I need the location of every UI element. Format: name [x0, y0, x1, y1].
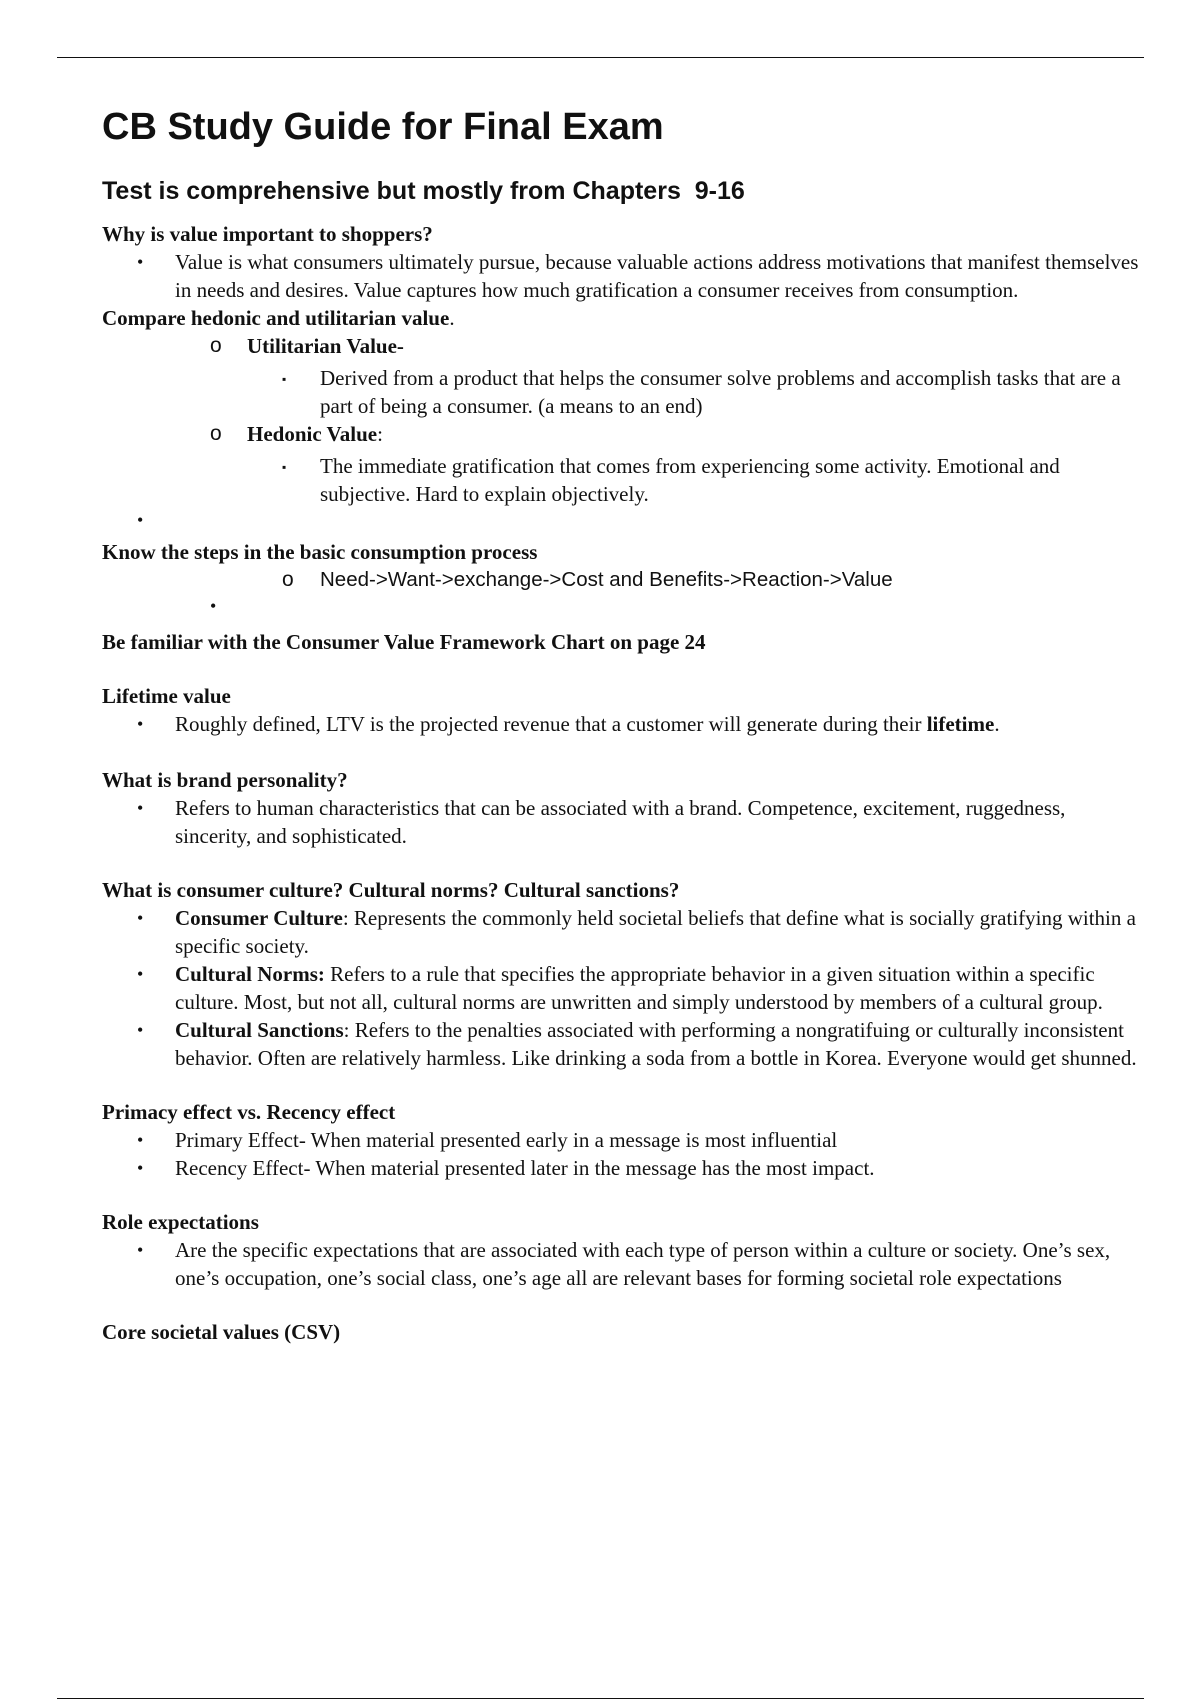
list-item — [102, 794, 1142, 850]
document-title: CB Study Guide for Final Exam — [102, 106, 664, 148]
bullet-disc-icon: • — [137, 964, 144, 984]
bottom-rule — [57, 1698, 1144, 1699]
list-item: • Roughly defined, LTV is the projected revenue that a customer will generate during their lifetime. — [137, 712, 1000, 736]
list-item — [102, 1236, 1142, 1292]
bullet-circle-icon: o — [282, 568, 294, 591]
list-item: o Hedonic Value: — [210, 422, 383, 446]
document-subtitle: Test is comprehensive but mostly from Chapters 9-16 — [102, 177, 745, 205]
bullet-disc-icon: • — [137, 252, 144, 272]
section-value — [102, 220, 1142, 304]
utilitarian-label: Utilitarian Value- — [247, 334, 404, 358]
bullet-disc-icon: • — [137, 798, 144, 818]
utilitarian-text: Derived from a product that helps the consumer solve problems and accomplish tasks that are a part of being a consumer. (a means to an end) — [320, 366, 1121, 418]
bullet-disc-icon: • — [137, 1020, 144, 1040]
list-item — [102, 364, 1142, 420]
question-framework: Be familiar with the Consumer Value Framework Chart on page 24 — [102, 630, 706, 654]
list-item — [102, 566, 1142, 594]
question-core-societal-values: Core societal values (CSV) — [102, 1320, 341, 1344]
bullet-disc-icon: • — [137, 1240, 144, 1260]
section-lifetime-value — [102, 682, 1142, 738]
list-item — [102, 248, 1142, 304]
bullet-circle-icon: o — [210, 334, 222, 357]
list-item: • Cultural Norms: Refers to a rule that specifies the appropriate behavior in a given situation within a specific culture. Most, but not all, cultural norms are unwritten and simply understood by members of a cultural group. — [137, 962, 1103, 1014]
bullet-circle-icon: o — [210, 422, 222, 445]
question-consumption-process: Know the steps in the basic consumption process — [102, 540, 538, 564]
bullet-square-icon: ▪ — [282, 460, 287, 474]
consumption-steps: Need->Want->exchange->Cost and Benefits->Reaction->Value — [320, 568, 893, 591]
top-rule — [57, 57, 1144, 58]
section-hedonic-utilitarian — [102, 304, 1142, 538]
bullet-disc-icon: • — [137, 908, 144, 928]
list-item: • Cultural Sanctions: Refers to the penalties associated with performing a nongratifuing or culturally inconsistent behavior. Often are relatively harmless. Like drinking a soda from a bottle in Korea. Everyone would get shunned. — [137, 1018, 1137, 1070]
empty-list-item — [102, 596, 1142, 624]
question-lifetime-value: Lifetime value — [102, 684, 231, 708]
list-item: • Recency Effect- When material presented later in the message has the most impact. — [137, 1156, 875, 1180]
question-primacy-recency: Primacy effect vs. Recency effect — [102, 1100, 396, 1124]
bullet-disc-icon: • — [210, 596, 217, 616]
document-page — [102, 100, 1142, 1346]
section-brand-personality — [102, 766, 1142, 850]
answer-brand: Refers to human characteristics that can be associated with a brand. Competence, excitement, ruggedness, sincerity, and sophisticated. — [175, 796, 1066, 848]
list-item — [102, 452, 1142, 508]
section-primacy-recency — [102, 1098, 1142, 1182]
list-item: • Consumer Culture: Represents the commonly held societal beliefs that define what is socially gratifying within a specific society. — [137, 906, 1136, 958]
section-consumption-process — [102, 538, 1142, 624]
question-consumer-culture: What is consumer culture? Cultural norms? Cultural sanctions? — [102, 878, 680, 902]
bullet-disc-icon: • — [137, 1158, 144, 1178]
bullet-disc-icon: • — [137, 714, 144, 734]
bullet-disc-icon: • — [137, 1130, 144, 1150]
hedonic-text: The immediate gratification that comes from experiencing some activity. Emotional and subjective. Hard to explain objectively. — [320, 454, 1060, 506]
answer-value: Value is what consumers ultimately pursue, because valuable actions address motivations that manifest themselves in needs and desires. Value captures how much gratification a consumer receives from consumption. — [175, 250, 1139, 302]
section-role-expectations — [102, 1208, 1142, 1292]
list-item: • Primary Effect- When material presented early in a message is most influential — [137, 1128, 838, 1152]
section-consumer-culture — [102, 876, 1142, 1072]
list-item — [102, 332, 1142, 360]
empty-list-item — [102, 510, 1142, 538]
bullet-square-icon: ▪ — [282, 372, 287, 386]
answer-role: Are the specific expectations that are associated with each type of person within a culture or society. One’s sex, one’s occupation, one’s social class, one’s age all are relevant bases for forming societal role expectations — [175, 1238, 1111, 1290]
question-value: Why is value important to shoppers? — [102, 222, 433, 246]
question-hedonic-utilitarian: Compare hedonic and utilitarian value. — [102, 306, 455, 330]
question-brand-personality: What is brand personality? — [102, 768, 348, 792]
bullet-disc-icon: • — [137, 510, 144, 530]
answer-lifetime: Roughly defined, LTV is the projected revenue that a customer will generate during their — [175, 712, 927, 736]
hedonic-label: Hedonic Value — [247, 422, 378, 446]
question-role-expectations: Role expectations — [102, 1210, 259, 1234]
